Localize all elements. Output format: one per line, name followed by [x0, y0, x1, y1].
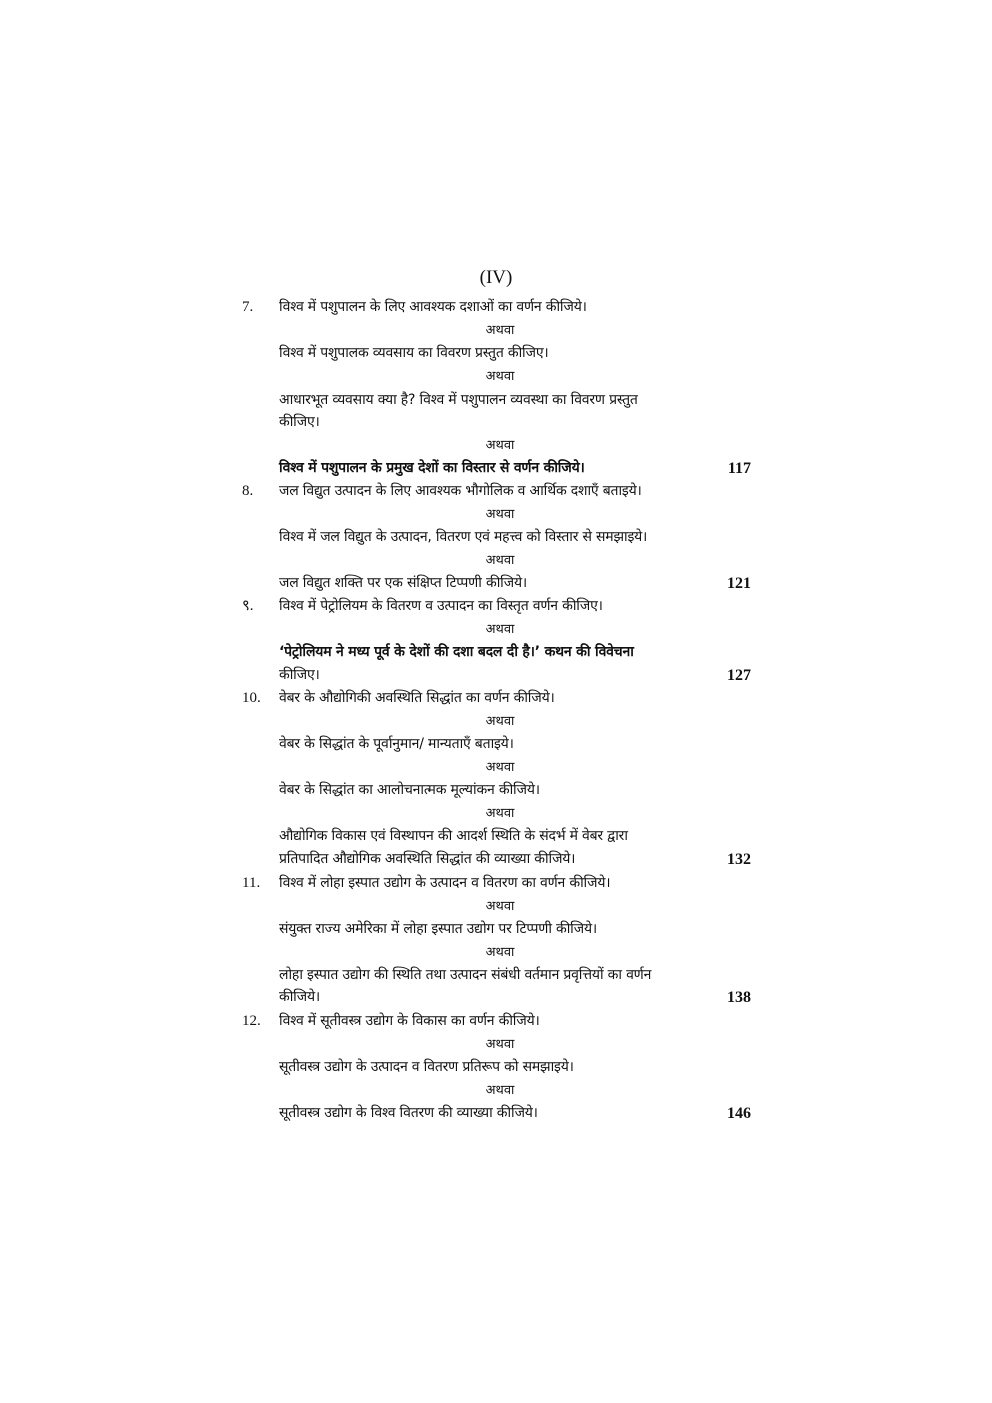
question-text: विश्व में पशुपालक व्यवसाय का विवरण प्रस्तुत कीजिए।: [279, 345, 549, 361]
question-text: विश्व में सूतीवस्त्र उद्योग के विकास का वर्णन कीजिये।: [279, 1013, 540, 1029]
question-10-alt-3-cont: [0, 848, 992, 871]
question-number: 8.: [242, 483, 254, 499]
question-text: कीजिए।: [279, 414, 320, 430]
or-label: अथवा: [485, 553, 515, 568]
or-separator: [0, 895, 992, 918]
question-text: जल विद्युत शक्ति पर एक संक्षिप्त टिप्पणी कीजिये।: [279, 575, 527, 591]
or-label: अथवा: [485, 806, 515, 821]
question-8-line-1: [0, 480, 992, 503]
question-10-alt-3: [0, 825, 992, 848]
or-separator: [0, 941, 992, 964]
or-label: अथवा: [485, 369, 515, 384]
question-text: सूतीवस्त्र उद्योग के उत्पादन व वितरण प्रतिरूप को समझाइये।: [279, 1059, 574, 1075]
question-text: कीजिये।: [279, 989, 321, 1005]
question-9-alt-1-cont: [0, 664, 992, 687]
or-separator: [0, 1033, 992, 1056]
question-10-line-1: [0, 687, 992, 710]
question-7-alt-3: [0, 457, 992, 480]
or-separator: [0, 434, 992, 457]
or-label: अथवा: [485, 622, 515, 637]
question-8-alt-1: [0, 526, 992, 549]
question-11-alt-1: [0, 918, 992, 941]
question-text: विश्व में जल विद्युत के उत्पादन, वितरण एवं महत्त्व को विस्तार से समझाइये।: [279, 529, 648, 545]
or-separator: [0, 549, 992, 572]
or-separator: [0, 710, 992, 733]
or-separator: [0, 618, 992, 641]
question-7-line-1: [0, 296, 992, 319]
question-number: 12.: [242, 1013, 261, 1029]
question-11-alt-2: [0, 964, 992, 987]
or-label: अथवा: [485, 760, 515, 775]
question-7-alt-1: [0, 342, 992, 365]
question-7-alt-2: [0, 389, 992, 412]
question-text: संयुक्त राज्य अमेरिका में लोहा इस्पात उद्योग पर टिप्पणी कीजिये।: [279, 921, 598, 937]
question-text: वेबर के सिद्धांत के पूर्वानुमान/ मान्यताएँ बताइये।: [279, 736, 514, 752]
question-11-alt-2-cont: [0, 986, 992, 1009]
or-separator: [0, 319, 992, 342]
page-reference: 127: [727, 667, 751, 684]
or-label: अथवा: [485, 1037, 515, 1052]
question-10-alt-1: [0, 733, 992, 756]
question-text: प्रतिपादित औद्योगिक अवस्थिति सिद्धांत की व्याख्या कीजिये।: [279, 851, 576, 867]
question-number: 10.: [242, 690, 261, 706]
or-label: अथवा: [485, 438, 515, 453]
question-11-line-1: [0, 872, 992, 895]
or-separator: [0, 365, 992, 388]
or-label: अथवा: [485, 1083, 515, 1098]
question-text: कीजिए।: [279, 667, 320, 683]
page-reference: 121: [727, 575, 751, 592]
page-reference: 132: [727, 851, 751, 868]
question-12-alt-1: [0, 1056, 992, 1079]
question-number: ९.: [242, 598, 254, 614]
question-text: वेबर के औद्योगिकी अवस्थिति सिद्धांत का वर्णन कीजिये।: [279, 690, 555, 706]
question-text: विश्व में पेट्रोलियम के वितरण व उत्पादन का विस्तृत वर्णन कीजिए।: [279, 598, 603, 614]
or-label: अथवा: [485, 899, 515, 914]
or-label: अथवा: [485, 507, 515, 522]
page-label: (IV): [479, 267, 513, 288]
question-text: जल विद्युत उत्पादन के लिए आवश्यक भौगोलिक व आर्थिक दशाएँ बताइये।: [279, 483, 642, 499]
or-separator: [0, 756, 992, 779]
or-separator: [0, 503, 992, 526]
or-separator: [0, 1079, 992, 1102]
question-12-alt-2: [0, 1102, 992, 1125]
or-label: अथवा: [485, 714, 515, 729]
question-text: वेबर के सिद्धांत का आलोचनात्मक मूल्यांकन कीजिये।: [279, 782, 540, 798]
question-number: 11.: [242, 875, 261, 891]
question-text: विश्व में पशुपालन के प्रमुख देशों का विस्तार से वर्णन कीजिये।: [279, 460, 585, 476]
question-number: 7.: [242, 299, 254, 315]
question-text: ‘पेट्रोलियम ने मध्य पूर्व के देशों की दशा बदल दी है।’ कथन की विवेचना: [279, 644, 634, 660]
or-label: अथवा: [485, 945, 515, 960]
or-separator: [0, 802, 992, 825]
question-9-line-1: [0, 595, 992, 618]
question-text: औद्योगिक विकास एवं विस्थापन की आदर्श स्थिति के संदर्भ में वेबर द्वारा: [279, 828, 628, 844]
question-text: विश्व में लोहा इस्पात उद्योग के उत्पादन व वितरण का वर्णन कीजिये।: [279, 875, 611, 891]
question-12-line-1: [0, 1010, 992, 1033]
page-reference: 117: [727, 460, 751, 477]
question-text: विश्व में पशुपालन के लिए आवश्यक दशाओं का वर्णन कीजिये।: [279, 299, 587, 315]
page-reference: 146: [727, 1105, 751, 1122]
question-text: लोहा इस्पात उद्योग की स्थिति तथा उत्पादन संबंधी वर्तमान प्रवृत्तियों का वर्णन: [279, 967, 652, 983]
or-label: अथवा: [485, 323, 515, 338]
question-7-alt-2-cont: [0, 411, 992, 434]
page-reference: 138: [727, 989, 751, 1006]
question-8-alt-2: [0, 572, 992, 595]
question-text: आधारभूत व्यवसाय क्या है? विश्व में पशुपालन व्यवस्था का विवरण प्रस्तुत: [279, 392, 638, 408]
question-9-alt-1: [0, 641, 992, 664]
question-10-alt-2: [0, 779, 992, 802]
question-text: सूतीवस्त्र उद्योग के विश्व वितरण की व्याख्या कीजिये।: [279, 1105, 538, 1121]
